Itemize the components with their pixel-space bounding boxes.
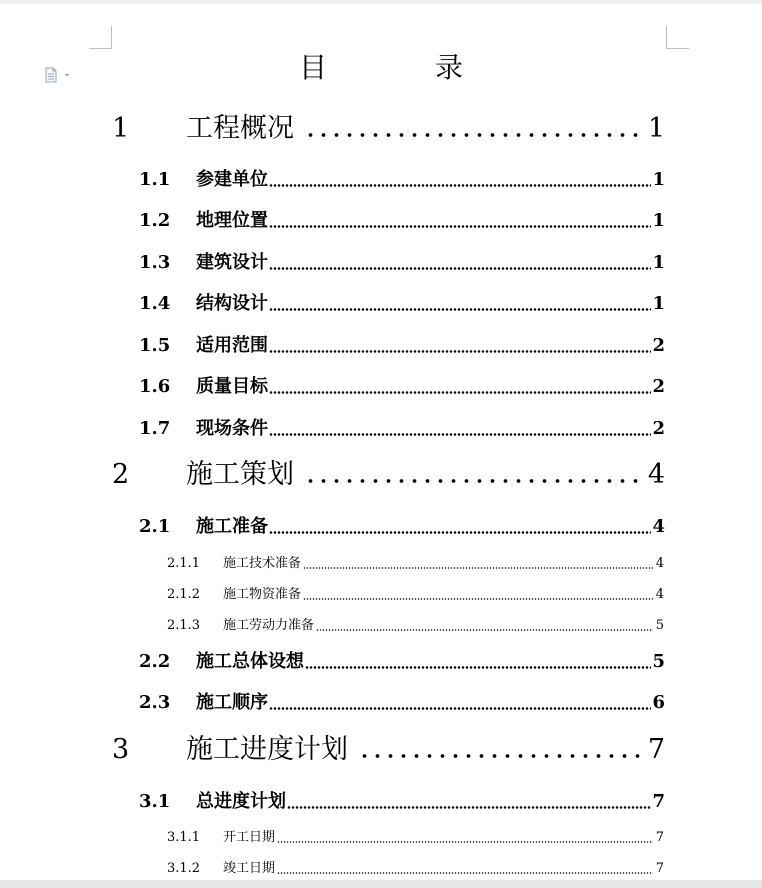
toc-entry-level1[interactable] (112, 458, 665, 492)
toc-title-text: 开工日期 (223, 830, 276, 845)
toc-page-number: 4 (655, 556, 664, 571)
toc-title-text: 施工顺序 (196, 692, 268, 713)
toc-entry-level3[interactable] (167, 586, 664, 604)
toc-page-number: 2 (652, 335, 665, 356)
toc-page-number: 2 (652, 418, 665, 439)
toc-title-text: 施工技术准备 (223, 556, 302, 571)
toc-entry-level3[interactable] (167, 860, 664, 878)
toc-entry-level1[interactable] (112, 733, 665, 767)
dot-leader (269, 267, 651, 270)
toc-entry-level2[interactable] (139, 691, 665, 715)
toc-page-number: 7 (647, 734, 665, 765)
dot-leader (305, 666, 651, 669)
margin-corner-top-left (89, 26, 112, 49)
dot-leader (277, 841, 653, 843)
toc-page-number: 1 (652, 252, 665, 273)
dot-leader (300, 132, 640, 138)
document-page (0, 4, 762, 880)
toc-title-text: 施工总体设想 (196, 651, 304, 672)
dot-leader (277, 872, 653, 874)
toc-page-number: 1 (652, 293, 665, 314)
toc-page-number: 4 (655, 587, 664, 602)
dot-leader (316, 629, 653, 631)
toc-number: 1 (112, 113, 130, 144)
toc-number: 2.2 (139, 651, 171, 672)
toc-number: 1.1 (139, 169, 171, 190)
toc-entry-level2[interactable] (139, 515, 665, 539)
toc-number: 2.1.2 (167, 587, 201, 602)
dot-leader (269, 391, 651, 394)
toc-entry-level2[interactable] (139, 168, 665, 192)
toc-title-text: 地理位置 (196, 210, 268, 231)
toc-title-text: 施工物资准备 (223, 587, 302, 602)
dot-leader (269, 225, 651, 228)
toc-entry-level3[interactable] (167, 829, 664, 847)
toc-entry-level2[interactable] (139, 251, 665, 275)
toc-number: 2.1.1 (167, 556, 201, 571)
toc-title: 目 录 (298, 51, 503, 84)
dot-leader (269, 308, 651, 311)
toc-number: 3.1.2 (167, 861, 201, 876)
toc-title-text: 适用范围 (196, 335, 268, 356)
dot-leader (269, 350, 651, 353)
toc-title-text: 现场条件 (196, 418, 268, 439)
toc-entry-level3[interactable] (167, 555, 664, 573)
toc-page-number: 5 (655, 618, 664, 633)
toc-entry-level2[interactable] (139, 375, 665, 399)
toc-title-text: 竣工日期 (223, 861, 276, 876)
margin-corner-top-right (666, 26, 689, 49)
page-gap-bar (0, 880, 762, 888)
toc-page-number: 7 (655, 861, 664, 876)
toc-title-text: 参建单位 (196, 169, 268, 190)
dot-leader (300, 478, 640, 484)
toc-page-number: 7 (655, 830, 664, 845)
dot-leader (269, 531, 651, 534)
dot-leader (287, 806, 651, 809)
toc-number: 1.5 (139, 335, 171, 356)
toc-title-text: 总进度计划 (196, 791, 286, 812)
toc-page-number: 6 (652, 692, 665, 713)
toc-entry-level2[interactable] (139, 650, 665, 674)
toc-title-text: 工程概况 (186, 113, 294, 144)
toc-title-text: 结构设计 (196, 293, 268, 314)
toc-page-number: 1 (647, 113, 665, 144)
toc-page-number: 1 (652, 210, 665, 231)
toc-entry-level2[interactable] (139, 417, 665, 441)
toc-title-text: 施工进度计划 (186, 734, 348, 765)
toc-entry-level2[interactable] (139, 292, 665, 316)
dot-leader (269, 433, 651, 436)
toc-page-number: 4 (647, 459, 665, 490)
toc-number: 1.2 (139, 210, 171, 231)
toc-number: 1.7 (139, 418, 171, 439)
toc-entry-level2[interactable] (139, 334, 665, 358)
toc-page-number: 4 (652, 516, 665, 537)
toc-page-number: 5 (652, 651, 665, 672)
toc-number: 2.1 (139, 516, 171, 537)
dot-leader (354, 753, 640, 759)
toc-number: 1.3 (139, 252, 171, 273)
toc-title-text: 建筑设计 (196, 252, 268, 273)
dot-leader (269, 707, 651, 710)
toc-title-text: 质量目标 (196, 376, 268, 397)
toc-page-number: 7 (652, 791, 665, 812)
toc-number: 3.1 (139, 791, 171, 812)
dot-leader (303, 598, 653, 600)
toc-title-text: 施工准备 (196, 516, 268, 537)
toc-entry-level2[interactable] (139, 209, 665, 233)
toc-title-text: 施工策划 (186, 459, 294, 490)
toc-page-number: 1 (652, 169, 665, 190)
toc-title-text: 施工劳动力准备 (223, 618, 315, 633)
toc-number: 2 (112, 459, 130, 490)
toc-entry-level3[interactable] (167, 617, 664, 635)
toc-number: 2.1.3 (167, 618, 201, 633)
toc-number: 3.1.1 (167, 830, 201, 845)
toc-entry-level1[interactable] (112, 112, 665, 146)
toc-entry-level2[interactable] (139, 790, 665, 814)
toc-number: 2.3 (139, 692, 171, 713)
toc-page-number: 2 (652, 376, 665, 397)
toc-number: 3 (112, 734, 130, 765)
toc-number: 1.6 (139, 376, 171, 397)
dot-leader (303, 567, 653, 569)
toc-number: 1.4 (139, 293, 171, 314)
dot-leader (269, 184, 651, 187)
